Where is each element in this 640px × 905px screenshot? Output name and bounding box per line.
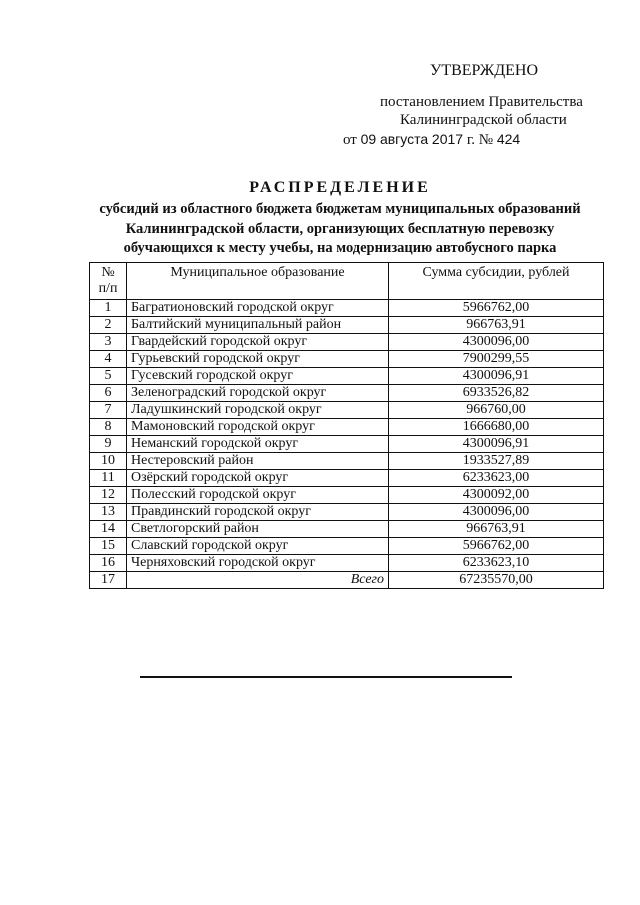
row-number: 13 <box>90 504 127 521</box>
document-title: РАСПРЕДЕЛЕНИЕ <box>249 179 431 196</box>
row-sum: 7900299,55 <box>389 351 604 368</box>
table-row <box>90 487 604 504</box>
table-row <box>90 521 604 538</box>
row-municipality: Черняховский городской округ <box>127 555 389 572</box>
row-sum: 6233623,10 <box>389 555 604 572</box>
row-number: 8 <box>90 419 127 436</box>
row-number: 1 <box>90 300 127 317</box>
header-municipality: Муниципальное образование <box>127 263 389 300</box>
date-day: 09 <box>360 131 377 147</box>
date-year-suffix: г. № <box>466 132 494 148</box>
row-number: 6 <box>90 385 127 402</box>
row-number: 14 <box>90 521 127 538</box>
row-sum: 4300092,00 <box>389 487 604 504</box>
row-municipality: Нестеровский район <box>127 453 389 470</box>
row-number: 15 <box>90 538 127 555</box>
date-year: 2017 <box>431 131 464 147</box>
table-row <box>90 419 604 436</box>
row-number: 5 <box>90 368 127 385</box>
row-sum: 1933527,89 <box>389 453 604 470</box>
row-number: 16 <box>90 555 127 572</box>
row-municipality: Славский городской округ <box>127 538 389 555</box>
row-sum: 1666680,00 <box>389 419 604 436</box>
row-municipality: Ладушкинский городской округ <box>127 402 389 419</box>
row-municipality: Правдинский городской округ <box>127 504 389 521</box>
row-sum: 4300096,91 <box>389 436 604 453</box>
table-row <box>90 317 604 334</box>
header-number <box>90 263 127 300</box>
table-row <box>90 368 604 385</box>
table-row <box>90 300 604 317</box>
decree-number: 424 <box>496 131 521 147</box>
table-row <box>90 538 604 555</box>
total-number: 17 <box>90 572 127 589</box>
header-number-line1: № <box>101 265 115 280</box>
row-sum: 4300096,91 <box>389 368 604 385</box>
decree-date-line <box>343 131 520 149</box>
approval-stamp <box>0 0 640 160</box>
table-row <box>90 351 604 368</box>
header-sum: Сумма субсидии, рублей <box>389 263 604 300</box>
row-municipality: Гвардейский городской округ <box>127 334 389 351</box>
date-prefix: от <box>343 132 357 148</box>
document-heading <box>60 178 620 259</box>
total-label: Всего <box>127 572 389 589</box>
row-municipality: Полесский городской округ <box>127 487 389 504</box>
table-body <box>90 300 604 589</box>
row-sum: 4300096,00 <box>389 504 604 521</box>
row-number: 10 <box>90 453 127 470</box>
row-municipality: Озёрский городской округ <box>127 470 389 487</box>
table-row <box>90 436 604 453</box>
row-sum: 4300096,00 <box>389 334 604 351</box>
table-row <box>90 385 604 402</box>
row-sum: 5966762,00 <box>389 300 604 317</box>
row-number: 4 <box>90 351 127 368</box>
row-municipality: Гурьевский городской округ <box>127 351 389 368</box>
row-sum: 5966762,00 <box>389 538 604 555</box>
region-text: Калининградской области <box>400 112 567 128</box>
row-sum: 966763,91 <box>389 521 604 538</box>
document-subtitle: субсидий из областного бюджета бюджетам муниципальных образований Калининградской области, организующих бесплатную перевозку обучающихся к месту учебы, на модернизацию автобусного парка <box>99 201 581 256</box>
table-row <box>90 555 604 572</box>
row-sum: 6933526,82 <box>389 385 604 402</box>
row-number: 9 <box>90 436 127 453</box>
row-municipality: Зеленоградский городской округ <box>127 385 389 402</box>
row-number: 11 <box>90 470 127 487</box>
row-municipality: Неманский городской округ <box>127 436 389 453</box>
row-municipality: Гусевский городской округ <box>127 368 389 385</box>
table-row <box>90 453 604 470</box>
row-sum: 966760,00 <box>389 402 604 419</box>
table-row <box>90 504 604 521</box>
table-row <box>90 470 604 487</box>
row-municipality: Мамоновский городской округ <box>127 419 389 436</box>
table-row <box>90 334 604 351</box>
row-sum: 966763,91 <box>389 317 604 334</box>
approved-label: УТВЕРЖДЕНО <box>430 62 539 79</box>
row-number: 3 <box>90 334 127 351</box>
row-municipality: Балтийский муниципальный район <box>127 317 389 334</box>
row-number: 7 <box>90 402 127 419</box>
table-header-row <box>90 263 604 300</box>
row-municipality: Багратионовский городской округ <box>127 300 389 317</box>
total-sum: 67235570,00 <box>389 572 604 589</box>
subsidy-table <box>89 262 604 589</box>
total-row <box>90 572 604 589</box>
row-sum: 6233623,00 <box>389 470 604 487</box>
decree-text: постановлением Правительства <box>380 94 583 110</box>
signature-line <box>140 676 512 678</box>
date-month: августа <box>379 131 429 147</box>
header-number-line2: п/п <box>98 281 118 296</box>
table-row <box>90 402 604 419</box>
row-number: 2 <box>90 317 127 334</box>
row-number: 12 <box>90 487 127 504</box>
row-municipality: Светлогорский район <box>127 521 389 538</box>
